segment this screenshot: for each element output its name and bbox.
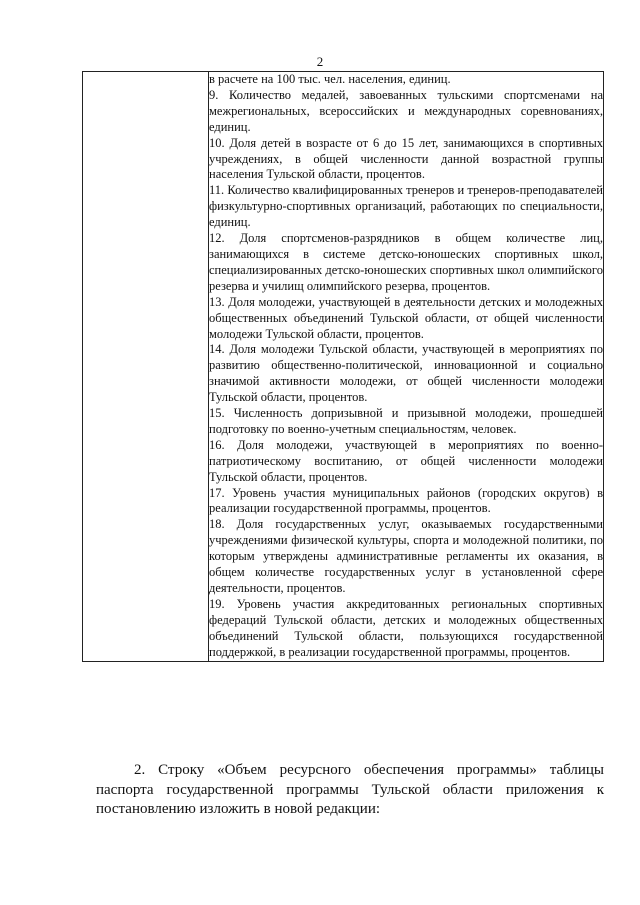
indicator-item: 16. Доля молодежи, участвующей в мероприятиях по военно-патриотическому воспитанию, от общей численности молодежи Тульской области, процентов. (209, 437, 603, 484)
passport-table (82, 71, 604, 662)
table-row (83, 72, 604, 662)
body-paragraph: 2. Строку «Объем ресурсного обеспечения программы» таблицы паспорта государственной программы Тульской области приложения к постановлению изложить в новой редакции: (96, 762, 604, 817)
indicator-item: 17. Уровень участия муниципальных районов (городских округов) в реализации государственной программы, процентов. (209, 485, 603, 516)
table-right-cell (209, 72, 604, 662)
indicator-item: 12. Доля спортсменов-разрядников в общем количестве лиц, занимающихся в системе детско-юношеских спортивных школ, специализированных детско-юношеских спортивных школ олимпийского резерва и училищ олимпийского резерва, процентов. (209, 231, 603, 293)
indicator-item: 18. Доля государственных услуг, оказываемых государственными учреждениями физической культуры, спорта и молодежной политики, по которым утверждены административные регламенты их оказания, в общем количестве государственных услуг в установленной сфере деятельности, процентов. (209, 517, 603, 595)
table-left-cell (83, 72, 209, 662)
indicator-item: 19. Уровень участия аккредитованных региональных спортивных федераций Тульской области, детских и молодежных общественных объединений Тульской области, пользующихся государственной поддержкой, в реализации государственной программы, процентов. (209, 596, 603, 659)
indicator-item: 13. Доля молодежи, участвующей в деятельности детских и молодежных общественных объединений Тульской области, от общей численности молодежи Тульской области, процентов. (209, 294, 603, 341)
indicator-item: в расчете на 100 тыс. чел. населения, единиц. (209, 72, 451, 86)
page-number: 2 (316, 54, 324, 69)
indicator-item: 9. Количество медалей, завоеванных тульскими спортсменами на межрегиональных, всероссийских и международных соревнованиях, единиц. (209, 87, 603, 134)
indicator-item: 14. Доля молодежи Тульской области, участвующей в мероприятиях по развитию общественно-политической, инновационной и социально значимой активности молодежи, от общей численности молодежи Тульской области, процентов. (209, 342, 603, 405)
indicator-item: 10. Доля детей в возрасте от 6 до 15 лет, занимающихся в спортивных учреждениях, в общей численности данной возрастной группы населения Тульской области, процентов. (209, 135, 603, 182)
indicator-item: 11. Количество квалифицированных тренеров и тренеров-преподавателей физкультурно-спортивных организаций, работающих по специальности, единиц. (209, 183, 603, 230)
indicator-item: 15. Численность допризывной и призывной молодежи, прошедшей подготовку по военно-учетным специальностям, человек. (209, 406, 603, 436)
